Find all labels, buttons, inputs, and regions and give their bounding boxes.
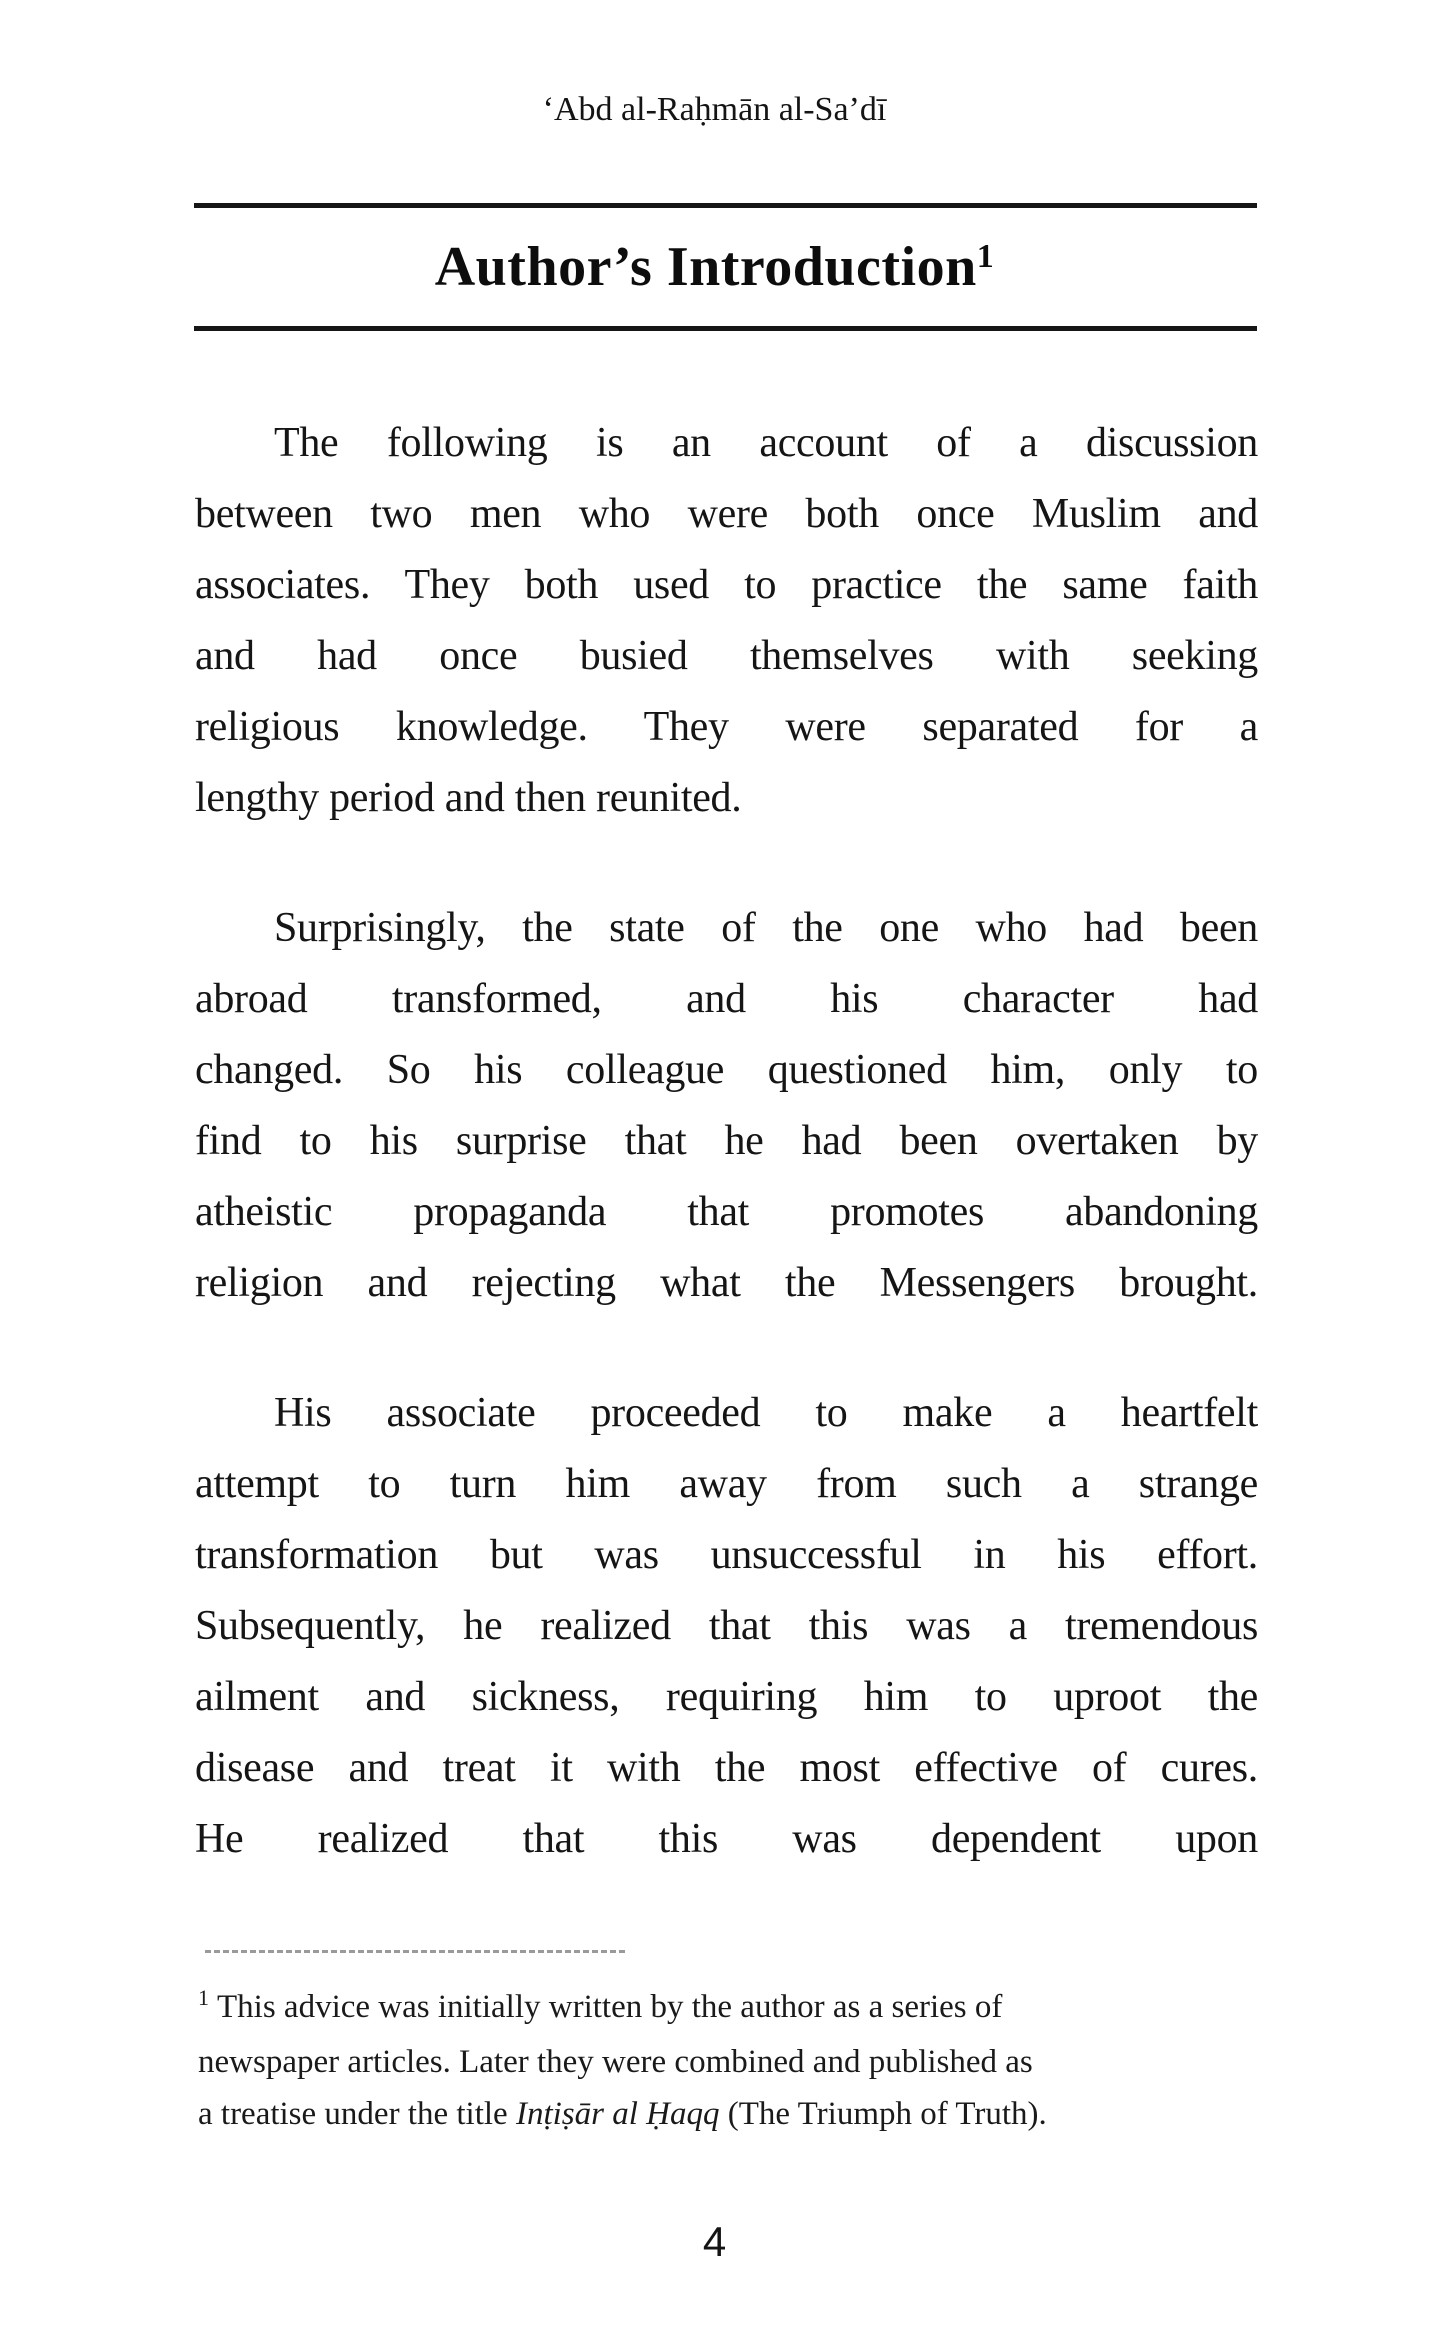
text-line: religious knowledge. They were separated for a [195,704,1258,750]
footnote-line [198,1981,1298,2036]
text-line: Subsequently, he realized that this was a tremendous [195,1603,1258,1649]
text-line: His associate proceeded to make a heartfelt [274,1390,1258,1436]
text-line: He realized that this was dependent upon [195,1816,1258,1862]
running-header: ‘Abd al-Raḥmān al-Sa’dī [542,91,887,128]
footnote-reference: 1 [976,238,995,275]
text-line: The following is an account of a discussion [274,420,1258,466]
paragraph-1 [195,408,1258,834]
text-line: lengthy period and then reunited. [195,775,742,821]
text-line: between two men who were both once Muslim and [195,491,1258,537]
text-line: Surprisingly, the state of the one who had been [274,905,1258,951]
title-rule-bottom [194,326,1257,331]
chapter-title [0,237,1429,305]
text-line: abroad transformed, and his character had [195,976,1258,1022]
text-line: attempt to turn him away from such a strange [195,1461,1258,1507]
footnote-line: newspaper articles. Later they were combined and published as [198,2044,1033,2080]
book-title-italic: Inṭiṣār al Ḥaqq [515,2096,720,2132]
text-line: associates. They both used to practice the same faith [195,562,1258,608]
text-line: and had once busied themselves with seeking [195,633,1258,679]
footnote-text: This advice was initially written by the author as a series of [217,1989,1003,2025]
footnote-separator [205,1950,625,1953]
footnote-text: (The Triumph of Truth). [719,2096,1047,2132]
title-rule-top [194,203,1257,208]
footnote-marker: 1 [198,1985,209,2010]
text-line: atheistic propaganda that promotes abandoning [195,1189,1258,1235]
footnote [198,1981,1298,2140]
text-line: disease and treat it with the most effective of cures. [195,1745,1258,1791]
page-number: 4 [702,2218,727,2265]
text-line: ailment and sickness, requiring him to uproot the [195,1674,1258,1720]
text-line: changed. So his colleague questioned him, only to [195,1047,1258,1093]
text-line: transformation but was unsuccessful in his effort. [195,1532,1258,1578]
paragraph-3 [195,1378,1258,1875]
paragraph-2 [195,893,1258,1319]
footnote-line [198,2088,1298,2140]
chapter-title-text: Author’s Introduction [434,236,977,298]
text-line: find to his surprise that he had been overtaken by [195,1118,1258,1164]
text-line: religion and rejecting what the Messengers brought. [195,1260,1258,1306]
footnote-text: a treatise under the title [198,2096,516,2132]
